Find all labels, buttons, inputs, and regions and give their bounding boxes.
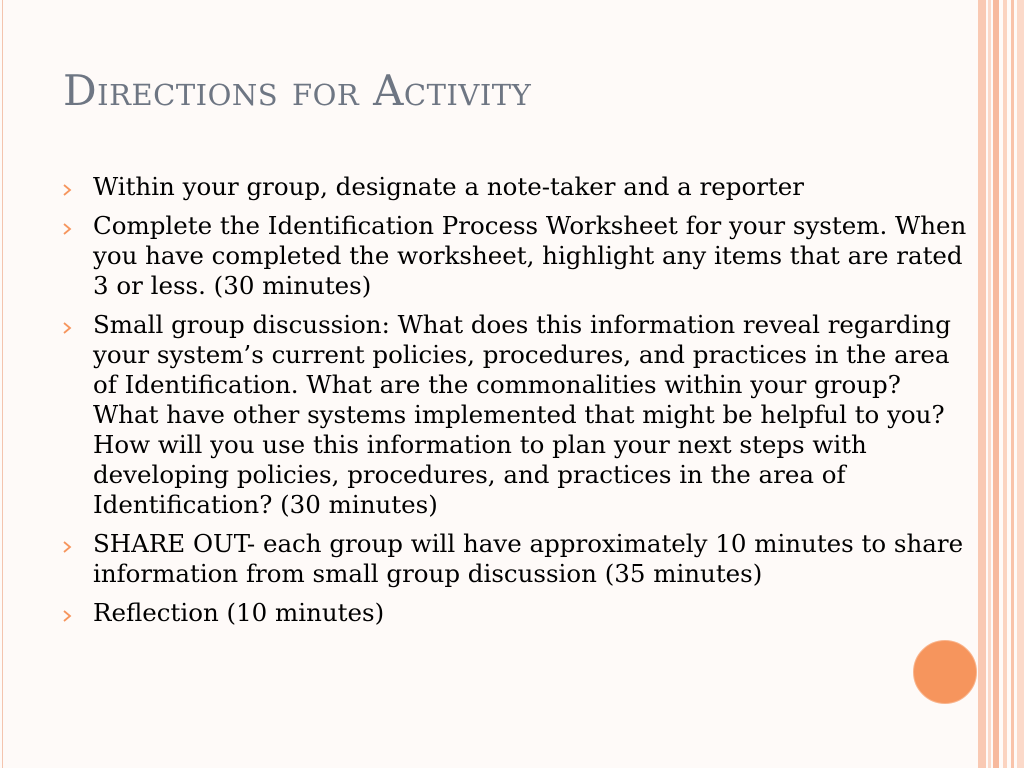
- bullet-text: SHARE OUT- each group will have approximately 10 minutes to share information from small group discussion (35 minutes): [93, 529, 964, 588]
- list-item: [62, 172, 972, 202]
- orange-circle-decoration: [913, 640, 977, 704]
- slide-title: Directions for Activity: [63, 66, 532, 115]
- bullet-text: Complete the Identification Process Worksheet for your system. When you have completed the worksheet, highlight any items that are rated 3 or less. (30 minutes): [93, 211, 967, 300]
- left-border-line: [2, 0, 3, 768]
- bullet-text: Within your group, designate a note-taker and a reporter: [93, 172, 804, 201]
- right-stripe: [1017, 0, 1024, 768]
- arrow-bullet-icon: [62, 610, 72, 622]
- right-stripe: [1011, 0, 1014, 768]
- list-item: [62, 598, 972, 628]
- right-stripe: [993, 0, 999, 768]
- arrow-bullet-icon: [62, 541, 72, 553]
- list-item: [62, 529, 972, 589]
- bullet-list: [62, 172, 972, 637]
- list-item: [62, 310, 972, 520]
- right-stripe: [978, 0, 986, 768]
- bullet-text: Small group discussion: What does this information reveal regarding your system’s current policies, procedures, and practices in the area of Identification. What are the commonalities within your group? What have other systems implemented that might be helpful to you? How will you use this information to plan your next steps with developing policies, procedures, and practices in the area of Identification? (30 minutes): [93, 310, 951, 519]
- arrow-bullet-icon: [62, 184, 72, 196]
- arrow-bullet-icon: [62, 223, 72, 235]
- bullet-text: Reflection (10 minutes): [93, 598, 385, 627]
- arrow-bullet-icon: [62, 322, 72, 334]
- right-stripe: [988, 0, 991, 768]
- list-item: [62, 211, 972, 301]
- right-stripe: [1003, 0, 1007, 768]
